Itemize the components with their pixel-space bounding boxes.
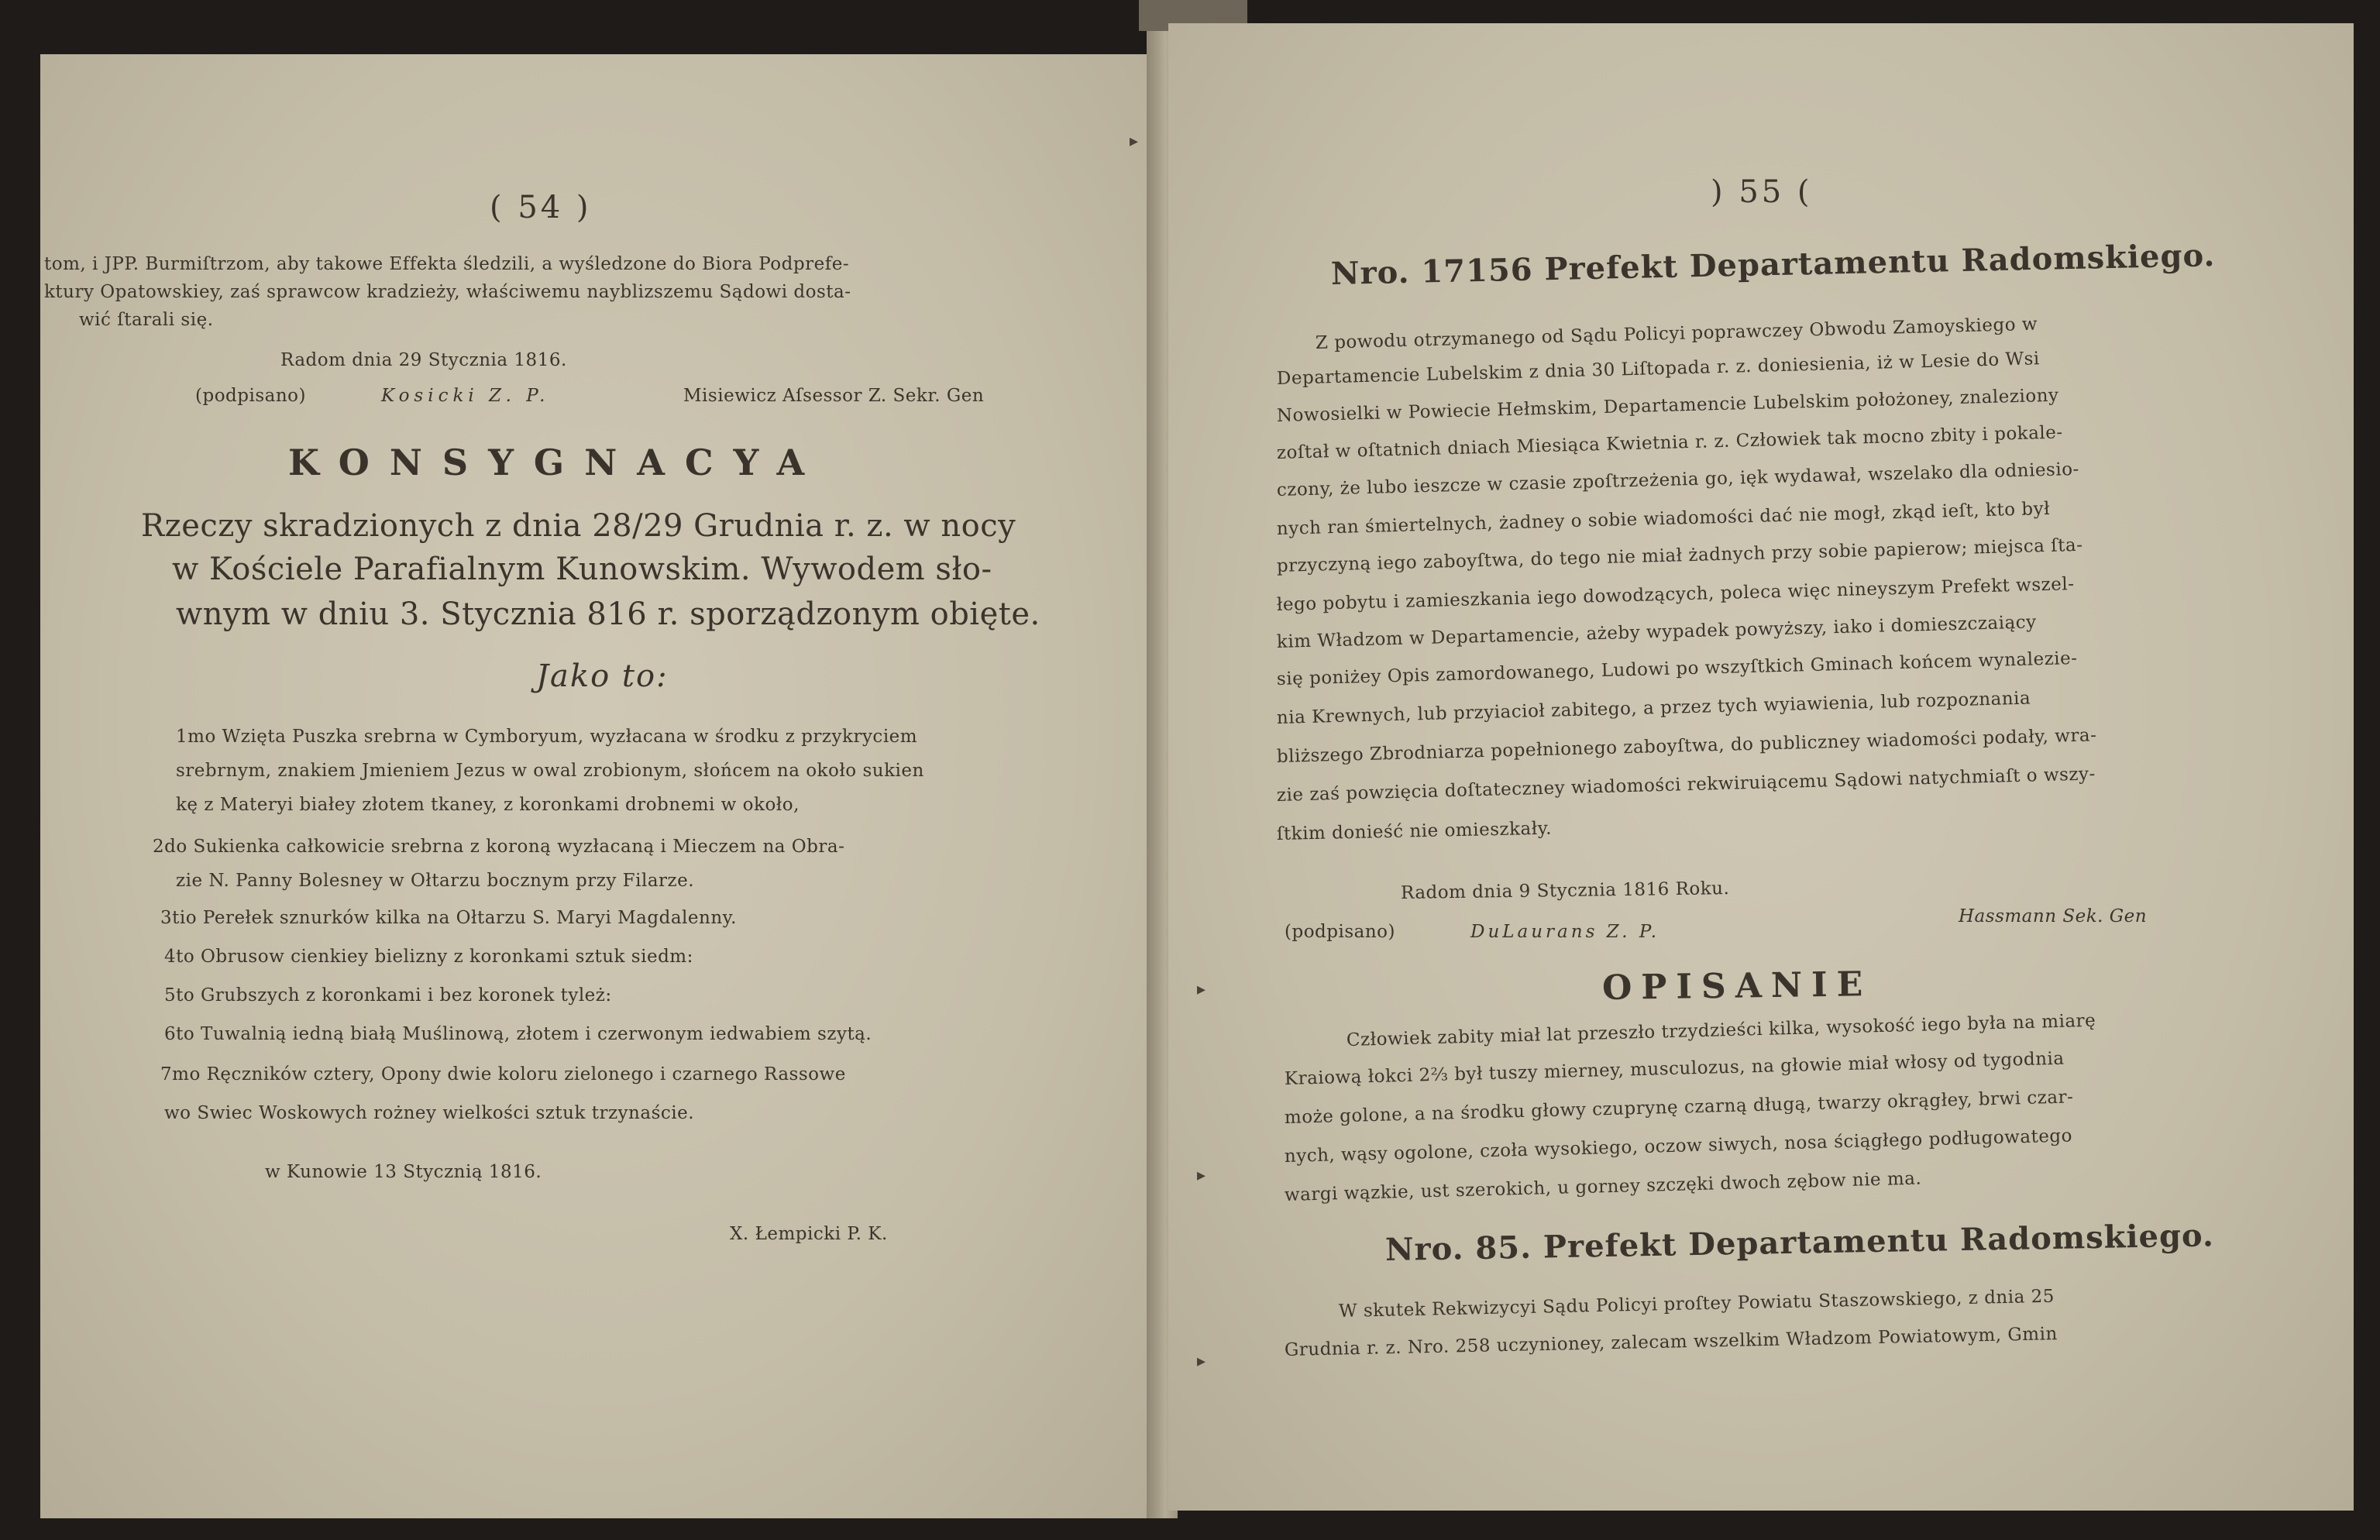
- margin-mark: ▸: [1130, 132, 1139, 151]
- description-line: nych, wąsy ogolone, czoła wysokiego, oczow siwych, nosa ściągłego podługowatego: [1284, 1126, 2073, 1167]
- body-line: bliższego Zbrodniarza popełnionego zaboyſtwa, do publiczney wiadomości podały, wra-: [1276, 725, 2097, 767]
- body-line: czony, że lubo ieszcze w czasie zpoſtrzeżenia go, ięk wydawał, wszelako dla odniesio-: [1276, 459, 2080, 500]
- description-line: może golone, a na środku głowy czuprynę czarną długą, twarzy okrągłey, brwi czar-: [1284, 1087, 2074, 1128]
- list-item: 5to Grubszych z koronkami i bez koronek tyleż:: [164, 985, 612, 1005]
- body-line: zoſtał w oſtatnich dniach Miesiąca Kwietnia r. z. Człowiek tak mocno zbity i pokale-: [1276, 422, 2063, 463]
- list-item: 1mo Wzięta Puszka srebrna w Cymboryum, wyzłacana w środku z przykryciem: [176, 727, 918, 747]
- body-line: W skutek Rekwizycyi Sądu Policyi proſtey Powiatu Staszowskiego, z dnia 25: [1338, 1286, 2055, 1322]
- intro-line: wić ſtarali się.: [79, 310, 214, 330]
- title-line: Rzeczy skradzionych z dnia 28/29 Grudnia r. z. w nocy: [141, 508, 1016, 544]
- body-line: Z powodu otrzymanego od Sądu Policyi poprawczey Obwodu Zamoyskiego w: [1315, 314, 2038, 353]
- body-line: nia Krewnych, lub przyiacioł zabitego, a przez tych wyiawienia, lub rozpoznania: [1276, 688, 2031, 728]
- heading-opisanie: OPISANIE: [1601, 964, 1873, 1008]
- list-item: 7mo Ręczników cztery, Opony dwie koloru zielonego i czarnego Rassowe: [160, 1064, 846, 1085]
- list-item: 3tio Perełek sznurków kilka na Ołtarzu S. Maryi Magdalenny.: [160, 908, 737, 928]
- left-page: [40, 54, 1156, 1518]
- heading-prefekt: Nro. 17156 Prefekt Departamentu Radomskiego.: [1330, 237, 2216, 292]
- page-number: ) 55 (: [1711, 174, 1813, 210]
- date-line: Radom dnia 29 Stycznia 1816.: [280, 350, 567, 370]
- list-item: srebrnym, znakiem Jmieniem Jezus w owal zrobionym, słońcem na około sukien: [176, 761, 924, 781]
- date-line: Radom dnia 9 Stycznia 1816 Roku.: [1400, 878, 1730, 903]
- description-line: wargi wązkie, ust szerokich, u gorney szczęki dwoch zębow nie ma.: [1284, 1168, 1922, 1205]
- margin-mark: ▸: [1197, 980, 1206, 999]
- body-line: nych ran śmiertelnych, żadney o sobie wiadomości dać nie mogł, zkąd ieſt, kto był: [1276, 498, 2051, 539]
- body-line: się poniżey Opis zamordowanego, Ludowi po wszyſtkich Gminach końcem wynalezie-: [1276, 648, 2078, 689]
- signer-name: DuLaurans Z. P.: [1470, 922, 1660, 942]
- margin-mark: ▸: [1197, 1352, 1206, 1371]
- jako-to: Jako to:: [536, 658, 669, 694]
- list-item: 2do Sukienka całkowicie srebrna z koroną wyzłacaną i Mieczem na Obra-: [153, 837, 845, 857]
- body-line: kim Władzom w Departamencie, ażeby wypadek powyższy, iako i domieszczaiący: [1276, 612, 2037, 652]
- heading-nro-85: Nro. 85. Prefekt Departamentu Radomskiego.: [1384, 1217, 2215, 1268]
- assessor-name: Misiewicz Aſsessor Z. Sekr. Gen: [683, 386, 985, 406]
- signed-label: (podpisano): [1285, 922, 1395, 942]
- body-line: Departamencie Lubelskim z dnia 30 Liſtopada r. z. doniesienia, iż w Lesie do Wsi: [1276, 349, 2041, 389]
- page-number: ( 54 ): [490, 190, 592, 225]
- description-line: Kraiową łokci 2⅔ był tuszy mierney, musculozus, na głowie miał włosy od tygodnia: [1284, 1048, 2065, 1089]
- right-page: [1168, 23, 2354, 1511]
- list-item: kę z Materyi białey złotem tkaney, z koronkami drobnemi w około,: [176, 795, 800, 815]
- body-line: przyczyną iego zaboyſtwa, do tego nie miał żadnych przy sobie papierow; miejsca ſta-: [1276, 535, 2083, 576]
- list-item: 4to Obrusow cienkiey bielizny z koronkami sztuk siedm:: [164, 947, 693, 967]
- heading-konsygnacya: KONSYGNACYA: [288, 442, 825, 483]
- intro-line: tom, i JPP. Burmiſtrzom, aby takowe Effekta śledzili, a wyśledzone do Biora Podprefe-: [44, 254, 850, 274]
- list-item: zie N. Panny Bolesney w Ołtarzu bocznym przy Filarze.: [176, 871, 695, 891]
- intro-line: ktury Opatowskiey, zaś sprawcow kradzieży, właściwemu nayblizszemu Sądowi dosta-: [44, 282, 851, 302]
- body-line: Nowosielki w Powiecie Hełmskim, Departamencie Lubelskim położoney, znaleziony: [1276, 385, 2059, 426]
- body-line: Grudnia r. z. Nro. 258 uczynioney, zalecam wszelkim Władzom Powiatowym, Gmin: [1284, 1324, 2058, 1360]
- signed-label: (podpisano): [195, 386, 306, 406]
- title-line: w Kościele Parafialnym Kunowskim. Wywodem sło-: [172, 552, 992, 587]
- title-line: wnym w dniu 3. Stycznia 816 r. sporządzonym obięte.: [176, 596, 1040, 632]
- body-line: zie zaś powzięcia doſtateczney wiadomości rekwiruiącemu Sądowi natychmiaſt o wszy-: [1276, 764, 2096, 806]
- signer-name: Kosicki Z. P.: [381, 386, 550, 406]
- place-date: w Kunowie 13 Stycznią 1816.: [265, 1162, 542, 1182]
- description-line: Człowiek zabity miał lat przeszło trzydzieści kilka, wysokość iego była na miarę: [1346, 1010, 2096, 1050]
- body-line: łego pobytu i zamieszkania iego dowodzących, poleca więc nineyszym Prefekt wszel-: [1276, 574, 2075, 615]
- list-item: wo Swiec Woskowych rożney wielkości sztuk trzynaście.: [164, 1103, 695, 1123]
- secretary-name: Hassmann Sek. Gen: [1959, 906, 2148, 926]
- body-line: ſtkim donieść nie omieszkały.: [1276, 818, 1553, 844]
- margin-mark: ▸: [1197, 1166, 1206, 1185]
- final-signer: X. Łempicki P. K.: [730, 1224, 888, 1244]
- list-item: 6to Tuwalnią iedną białą Muślinową, złotem i czerwonym iedwabiem szytą.: [164, 1024, 872, 1044]
